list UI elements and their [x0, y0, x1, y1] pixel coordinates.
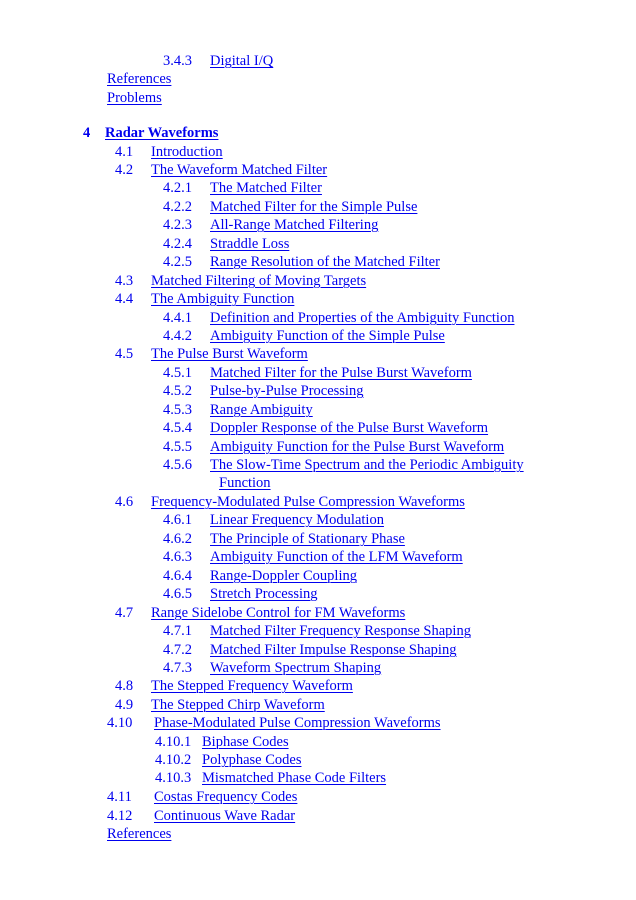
toc-entry[interactable]: [163, 327, 445, 345]
toc-entry[interactable]: [107, 807, 295, 825]
toc-entry-title: Matched Filter Frequency Response Shaping: [210, 623, 471, 639]
toc-entry[interactable]: [163, 235, 289, 253]
toc-entry[interactable]: [115, 143, 223, 161]
toc-entry-number: 4.2.4: [163, 236, 192, 252]
toc-entry[interactable]: [163, 419, 488, 437]
toc-entry-number: 4.5: [115, 346, 134, 362]
toc-entry-number: 4.12: [107, 808, 133, 824]
toc-entry[interactable]: [219, 474, 271, 492]
toc-entry-title: Stretch Processing: [210, 586, 318, 602]
toc-entry-number: 4.6.1: [163, 512, 192, 528]
toc-entry[interactable]: [163, 309, 514, 327]
toc-entry-title: Ambiguity Function of the Simple Pulse: [210, 328, 445, 344]
toc-entry[interactable]: [115, 493, 465, 511]
toc-entry[interactable]: [155, 733, 289, 751]
toc-entry[interactable]: [163, 216, 378, 234]
toc-entry[interactable]: [163, 456, 524, 474]
toc-entry-title: Ambiguity Function of the LFM Waveform: [210, 549, 463, 565]
toc-entry-number: 4.4.1: [163, 310, 192, 326]
toc-entry-number: 4.9: [115, 697, 134, 713]
toc-entry[interactable]: [163, 659, 381, 677]
toc-entry[interactable]: [107, 70, 171, 88]
toc-entry-title: The Slow-Time Spectrum and the Periodic Ambiguity: [210, 457, 524, 473]
toc-entry-number: 4.10: [107, 715, 133, 731]
toc-entry-number: 4.4.2: [163, 328, 192, 344]
toc-entry-number: 4.4: [115, 291, 134, 307]
toc-entry-number: 4.1: [115, 144, 134, 160]
toc-entry-title: Waveform Spectrum Shaping: [210, 660, 382, 676]
toc-entry-number: 4.5.4: [163, 420, 192, 436]
toc-entry-number: 4.2: [115, 162, 134, 178]
toc-entry-number: 4.10.3: [155, 770, 192, 786]
toc-entry[interactable]: [107, 714, 441, 732]
toc-entry-title: Range Ambiguity: [210, 402, 313, 418]
toc-entry-number: 4.2.2: [163, 199, 192, 215]
toc-entry-title: References: [107, 71, 172, 87]
toc-entry-title: Polyphase Codes: [202, 752, 302, 768]
toc-entry-number: 4.6.5: [163, 586, 192, 602]
toc-entry[interactable]: [163, 179, 322, 197]
toc-entry[interactable]: [107, 89, 162, 107]
toc-entry-number: 4.5.3: [163, 402, 192, 418]
toc-entry-number: 4.7: [115, 605, 134, 621]
toc-entry-title: Introduction: [151, 144, 223, 160]
toc-entry-number: 4: [83, 125, 91, 141]
toc-entry[interactable]: [115, 161, 327, 179]
toc-entry-number: 4.7.1: [163, 623, 192, 639]
toc-entry-title: Biphase Codes: [202, 734, 289, 750]
toc-entry[interactable]: [163, 52, 273, 70]
toc-entry-title: Doppler Response of the Pulse Burst Waveform: [210, 420, 489, 436]
toc-entry[interactable]: [163, 511, 384, 529]
toc-entry-title: Costas Frequency Codes: [154, 789, 298, 805]
toc-entry-title: Pulse-by-Pulse Processing: [210, 383, 364, 399]
toc-entry-title: Problems: [107, 90, 162, 106]
toc-entry-number: 4.6.2: [163, 531, 192, 547]
toc-entry[interactable]: [107, 825, 171, 843]
toc-entry-title: Frequency-Modulated Pulse Compression Waveforms: [151, 494, 465, 510]
toc-entry-title: Radar Waveforms: [105, 125, 219, 141]
toc-entry-number: 3.4.3: [163, 53, 192, 69]
toc-entry-number: 4.3: [115, 273, 134, 289]
toc-entry-title: The Stepped Chirp Waveform: [151, 697, 325, 713]
toc-entry[interactable]: [155, 751, 301, 769]
toc-entry-title: Matched Filter for the Simple Pulse: [210, 199, 418, 215]
toc-entry[interactable]: [163, 364, 472, 382]
toc-entry-number: 4.2.3: [163, 217, 192, 233]
toc-entry-title: Phase-Modulated Pulse Compression Waveforms: [154, 715, 441, 731]
toc-entry[interactable]: [115, 677, 353, 695]
toc-entry-number: 4.6.4: [163, 568, 192, 584]
toc-entry[interactable]: [163, 641, 456, 659]
toc-entry-title: Matched Filtering of Moving Targets: [151, 273, 367, 289]
toc-entry[interactable]: [163, 567, 357, 585]
toc-entry-title: The Waveform Matched Filter: [151, 162, 328, 178]
toc-entry-title: Range Sidelobe Control for FM Waveforms: [151, 605, 406, 621]
toc-entry-number: 4.2.1: [163, 180, 192, 196]
toc-entry[interactable]: [115, 345, 308, 363]
toc-entry-number: 4.10.2: [155, 752, 192, 768]
toc-entry-number: 4.6: [115, 494, 134, 510]
toc-entry-title: Range Resolution of the Matched Filter: [210, 254, 440, 270]
toc-entry[interactable]: [163, 401, 313, 419]
toc-entry-title: The Ambiguity Function: [151, 291, 295, 307]
toc-entry-title: Matched Filter Impulse Response Shaping: [210, 642, 457, 658]
toc-entry-number: 4.8: [115, 678, 134, 694]
toc-entry-title: The Principle of Stationary Phase: [210, 531, 405, 547]
toc-entry[interactable]: [115, 290, 294, 308]
toc-entry-number: 4.5.2: [163, 383, 192, 399]
toc-entry[interactable]: [115, 272, 366, 290]
toc-entry-title: Continuous Wave Radar: [154, 808, 296, 824]
toc-entry-title: The Pulse Burst Waveform: [151, 346, 308, 362]
toc-entry-number: 4.6.3: [163, 549, 192, 565]
toc-entry-title: Mismatched Phase Code Filters: [202, 770, 387, 786]
toc-entry[interactable]: [163, 198, 417, 216]
toc-entry-title: All-Range Matched Filtering: [210, 217, 379, 233]
toc-entry-title: The Matched Filter: [210, 180, 322, 196]
toc-entry-title: Ambiguity Function for the Pulse Burst Waveform: [210, 439, 505, 455]
toc-entry-title: Definition and Properties of the Ambiguity Function: [210, 310, 515, 326]
toc-entry[interactable]: [163, 622, 471, 640]
toc-entry-number: 4.5.6: [163, 457, 192, 473]
toc-entry-number: 4.5.5: [163, 439, 192, 455]
toc-entry-title: Straddle Loss: [210, 236, 290, 252]
toc-entry[interactable]: [155, 769, 386, 787]
toc-entry-title: The Stepped Frequency Waveform: [151, 678, 353, 694]
toc-entry-title: References: [107, 826, 172, 842]
toc-entry[interactable]: [163, 382, 363, 400]
toc-entry[interactable]: [163, 438, 504, 456]
toc-entry[interactable]: [83, 124, 218, 142]
toc-entry-number: 4.2.5: [163, 254, 192, 270]
toc-entry-number: 4.11: [107, 789, 132, 805]
toc-entry-number: 4.7.3: [163, 660, 192, 676]
toc-entry-title: Matched Filter for the Pulse Burst Waveform: [210, 365, 472, 381]
toc-entry-number: 4.5.1: [163, 365, 192, 381]
toc-entry-title: Digital I/Q: [210, 53, 274, 69]
toc-entry-title: Linear Frequency Modulation: [210, 512, 384, 528]
toc-entry-title: Function: [219, 475, 271, 491]
toc-entry-title: Range-Doppler Coupling: [210, 568, 357, 584]
toc-entry[interactable]: [163, 530, 405, 548]
toc-entry[interactable]: [115, 604, 405, 622]
toc-entry[interactable]: [163, 548, 463, 566]
toc-entry-number: 4.10.1: [155, 734, 192, 750]
toc-entry[interactable]: [115, 696, 325, 714]
toc-entry-number: 4.7.2: [163, 642, 192, 658]
toc-entry[interactable]: [107, 788, 297, 806]
toc-entry[interactable]: [163, 253, 440, 271]
toc-entry[interactable]: [163, 585, 318, 603]
